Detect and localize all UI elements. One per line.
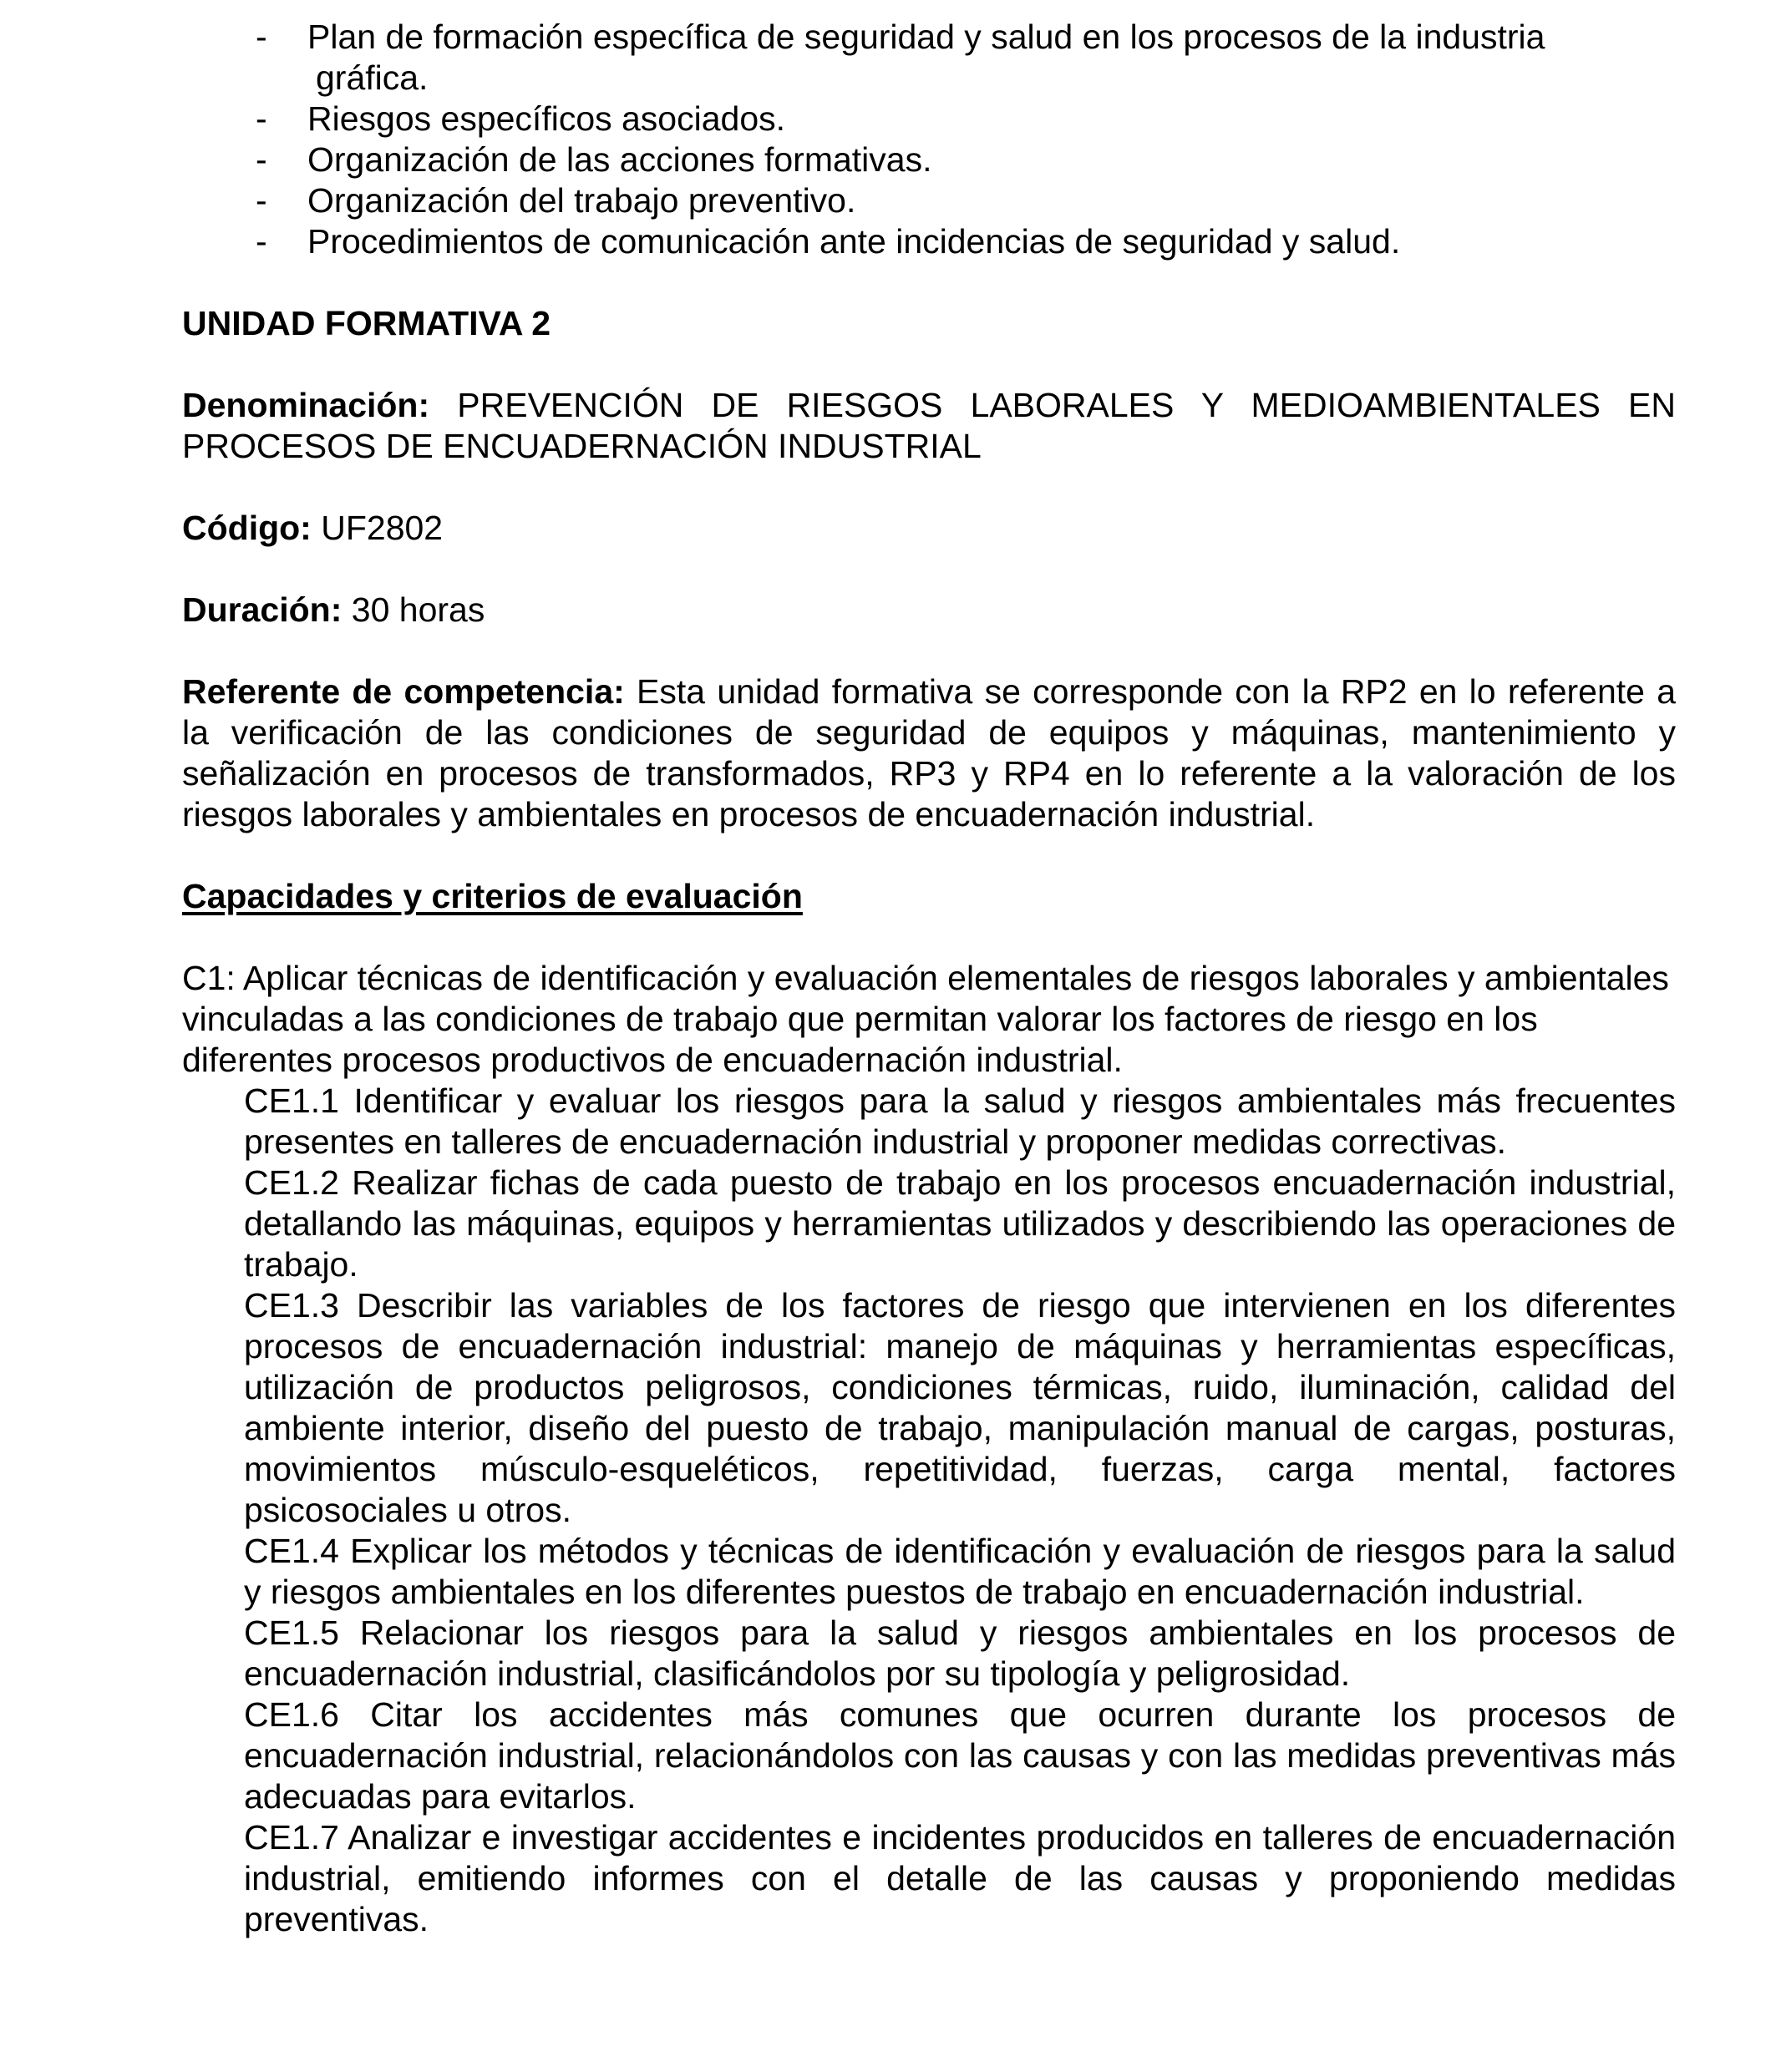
bullet-dash: - <box>256 140 267 179</box>
bullet-dash: - <box>256 222 267 261</box>
capacidades-heading: Capacidades y criterios de evaluación <box>182 877 803 915</box>
duracion-paragraph <box>182 590 1676 631</box>
criterion-item: CE1.3 Describir las variables de los factores de riesgo que intervienen en los diferentes procesos de encuadernación industrial: manejo de máquinas y herramientas específicas, utilización de productos peligrosos, condiciones térmicas, ruido, iluminación, calidad del ambiente interior, diseño del puesto de trabajo, manipulación manual de cargas, posturas, movimientos músculo-esqueléticos, repetitividad, fuerzas, carga mental, factores psicosociales u otros. <box>244 1286 1676 1529</box>
list-item <box>182 221 1676 262</box>
list-item-text: Plan de formación específica de seguridad y salud en los procesos de la industria <box>307 18 1545 56</box>
list-item-text: Organización de las acciones formativas. <box>307 140 932 179</box>
unit-heading: UNIDAD FORMATIVA 2 <box>182 304 551 342</box>
criterion-item: CE1.4 Explicar los métodos y técnicas de identificación y evaluación de riesgos para la salud y riesgos ambientales en los diferentes puestos de trabajo en encuadernación industrial. <box>244 1532 1676 1611</box>
bullet-dash: - <box>256 181 267 220</box>
list-item <box>182 99 1676 139</box>
denominacion-value: PREVENCIÓN DE RIESGOS LABORALES Y MEDIOAMBIENTALES EN PROCESOS DE ENCUADERNACIÓN INDUSTRIAL <box>182 386 1676 465</box>
bullet-list <box>182 17 1676 262</box>
list-item-text: Riesgos específicos asociados. <box>307 99 786 138</box>
capacity-c1: C1: Aplicar técnicas de identificación y evaluación elementales de riesgos laborales y ambientales vinculadas a las condiciones de trabajo que permitan valorar los factores de riesgo en los diferentes procesos productivos de encuadernación industrial. <box>182 959 1669 1079</box>
criterion-item: CE1.5 Relacionar los riesgos para la salud y riesgos ambientales en los procesos de encuadernación industrial, clasificándolos por su tipología y peligrosidad. <box>244 1614 1676 1693</box>
referente-label: Referente de competencia: <box>182 672 625 711</box>
criterion-item: CE1.1 Identificar y evaluar los riesgos para la salud y riesgos ambientales más frecuentes presentes en talleres de encuadernación industrial y proponer medidas correctivas. <box>244 1082 1676 1161</box>
denominacion-label: Denominación: <box>182 386 430 424</box>
codigo-paragraph <box>182 508 1676 549</box>
list-item-continuation: gráfica. <box>316 58 429 97</box>
document-content <box>182 17 1676 1940</box>
bullet-dash: - <box>256 18 267 56</box>
bullet-dash: - <box>256 99 267 138</box>
denominacion-paragraph <box>182 385 1676 467</box>
referente-paragraph <box>182 671 1676 835</box>
list-item-text: Procedimientos de comunicación ante incidencias de seguridad y salud. <box>307 222 1401 261</box>
list-item <box>182 139 1676 180</box>
codigo-label: Código: <box>182 509 312 547</box>
criterion-item: CE1.6 Citar los accidentes más comunes que ocurren durante los procesos de encuadernación industrial, relacionándolos con las causas y con las medidas preventivas más adecuadas para evitarlos. <box>244 1695 1676 1816</box>
duracion-value: 30 horas <box>351 590 485 629</box>
criteria-list <box>182 1081 1676 1940</box>
list-item <box>182 180 1676 221</box>
criterion-item: CE1.7 Analizar e investigar accidentes e incidentes producidos en talleres de encuadernación industrial, emitiendo informes con el detalle de las causas y proponiendo medidas preventivas. <box>244 1818 1676 1938</box>
list-item-text: Organización del trabajo preventivo. <box>307 181 856 220</box>
criterion-item: CE1.2 Realizar fichas de cada puesto de trabajo en los procesos encuadernación industrial, detallando las máquinas, equipos y herramientas utilizados y describiendo las operaciones de trabajo. <box>244 1163 1676 1284</box>
codigo-value: UF2802 <box>321 509 444 547</box>
list-item <box>182 17 1676 99</box>
referente-value: Esta unidad formativa se corresponde con la RP2 en lo referente a la verificación de las condiciones de seguridad de equipos y máquinas, mantenimiento y señalización en procesos de transformados, RP3 y RP4 en lo referente a la valoración de los riesgos laborales y ambientales en procesos de encuadernación industrial. <box>182 672 1676 833</box>
duracion-label: Duración: <box>182 590 343 629</box>
